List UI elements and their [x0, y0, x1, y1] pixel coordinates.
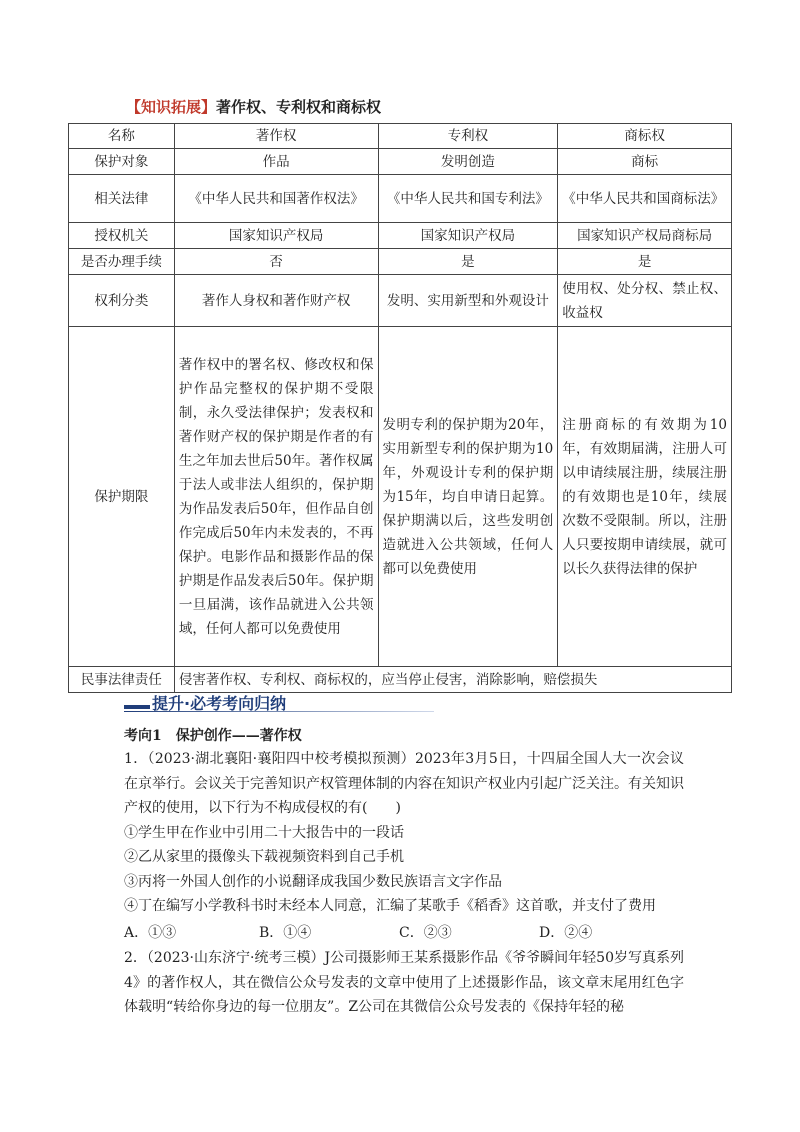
direction-heading: 考向1 保护创作——著作权: [124, 728, 302, 744]
question-stem: 1．（2023·湖北襄阳·襄阳四中校考模拟预测）2023年3月5日，十四届全国人大一次会议在京举行。会议关于完善知识产权管理体制的内容在知识产权业内引起广泛关注。有关知识产权的使用，以下行为不构成侵权的有( ): [124, 751, 684, 816]
question-1: [124, 747, 684, 919]
header-cell: 专利权: [378, 124, 558, 149]
banner-text: 提升·必考考向归纳: [152, 694, 287, 713]
table-cell: 注册商标的有效期为10年，有效期届满，注册人可以申请续展注册，续展注册的有效期也是10年，续展次数不受限制。所以，注册人只要按期申请续展，就可以长久获得法律的保护: [558, 327, 732, 667]
table-cell: 使用权、处分权、禁止权、收益权: [558, 275, 732, 327]
question-2: [124, 946, 684, 1020]
table-cell: 侵害著作权、专利权、商标权的，应当停止侵害，消除影响，赔偿损失: [174, 667, 731, 693]
row-label: 民事法律责任: [69, 667, 175, 693]
question-item: ③丙将一外国人创作的小说翻译成我国少数民族语言文字作品: [124, 873, 502, 890]
table-cell: 著作人身权和著作财产权: [174, 275, 378, 327]
table-cell: 《中华人民共和国著作权法》: [174, 175, 378, 223]
question-item: ④丁在编写小学教科书时未经本人同意，汇编了某歌手《稻香》这首歌，并支付了费用: [124, 898, 656, 914]
table-cell: 发明专利的保护期为20年，实用新型专利的保护期为10年，外观设计专利的保护期为15年，均自申请日起算。保护期满以后，这些发明创造就进入公共领域，任何人都可以免费使用: [378, 327, 558, 667]
table-cell: 《中华人民共和国专利法》: [378, 175, 558, 223]
table-cell: 国家知识产权局: [378, 223, 558, 249]
table-row: [69, 275, 732, 327]
banner-bar: [124, 705, 150, 709]
row-label: 权利分类: [69, 275, 175, 327]
table-row: [69, 249, 732, 275]
table-row: [69, 149, 732, 175]
section-banner: [124, 691, 434, 715]
table-cell: 国家知识产权局商标局: [558, 223, 732, 249]
option-b: B．①④: [259, 925, 312, 941]
question-item: ①学生甲在作业中引用二十大报告中的一段话: [124, 824, 404, 841]
table-cell: 否: [174, 249, 378, 275]
table-cell: 发明创造: [378, 149, 558, 175]
table-cell: 发明、实用新型和外观设计: [378, 275, 558, 327]
option-d: D．②④: [539, 925, 593, 941]
table-row: [69, 223, 732, 249]
table-row: [69, 327, 732, 667]
table-cell: 是: [558, 249, 732, 275]
table-cell: 是: [378, 249, 558, 275]
section-title: [126, 96, 381, 117]
option-a: A．①③: [124, 925, 177, 941]
table-header-row: [69, 124, 732, 149]
table-cell: 著作权中的署名权、修改权和保护作品完整权的保护期不受限制，永久受法律保护；发表权和著作财产权的保护期是作者的有生之年加去世后50年。著作权属于法人或非法人组织的，保护期为作品发表后50年，但作品自创作完成后50年内未发表的，不再保护。电影作品和摄影作品的保护期是作品发表后50年。保护期一旦届满，该作品就进入公共领域，任何人都可以免费使用: [174, 327, 378, 667]
table-cell: 《中华人民共和国商标法》: [558, 175, 732, 223]
row-label: 是否办理手续: [69, 249, 175, 275]
question-stem: 2．（2023·山东济宁·统考三模）J公司摄影师王某系摄影作品《爷爷瞬间年轻50岁写真系列4》的著作权人，其在微信公众号发表的文章中使用了上述摄影作品，该文章末尾用红色字体载明“转给你身边的每一位朋友”。Z公司在其微信公众号发表的《保持年轻的秘: [124, 950, 684, 1015]
section-title-text: 著作权、专利权和商标权: [216, 98, 382, 116]
question-item: ②乙从家里的摄像头下载视频资料到自己手机: [124, 849, 404, 865]
ip-comparison-table: [68, 123, 732, 693]
section-tag: 【知识拓展】: [126, 98, 217, 116]
table-cell: 商标: [558, 149, 732, 175]
header-cell: 著作权: [174, 124, 378, 149]
row-label: 保护对象: [69, 149, 175, 175]
row-label: 相关法律: [69, 175, 175, 223]
header-cell: 名称: [69, 124, 175, 149]
header-cell: 商标权: [558, 124, 732, 149]
table-row: [69, 175, 732, 223]
table-cell: 作品: [174, 149, 378, 175]
table-cell: 国家知识产权局: [174, 223, 378, 249]
row-label: 保护期限: [69, 327, 175, 667]
row-label: 授权机关: [69, 223, 175, 249]
option-c: C．②③: [399, 925, 452, 941]
table-row: [69, 667, 732, 693]
